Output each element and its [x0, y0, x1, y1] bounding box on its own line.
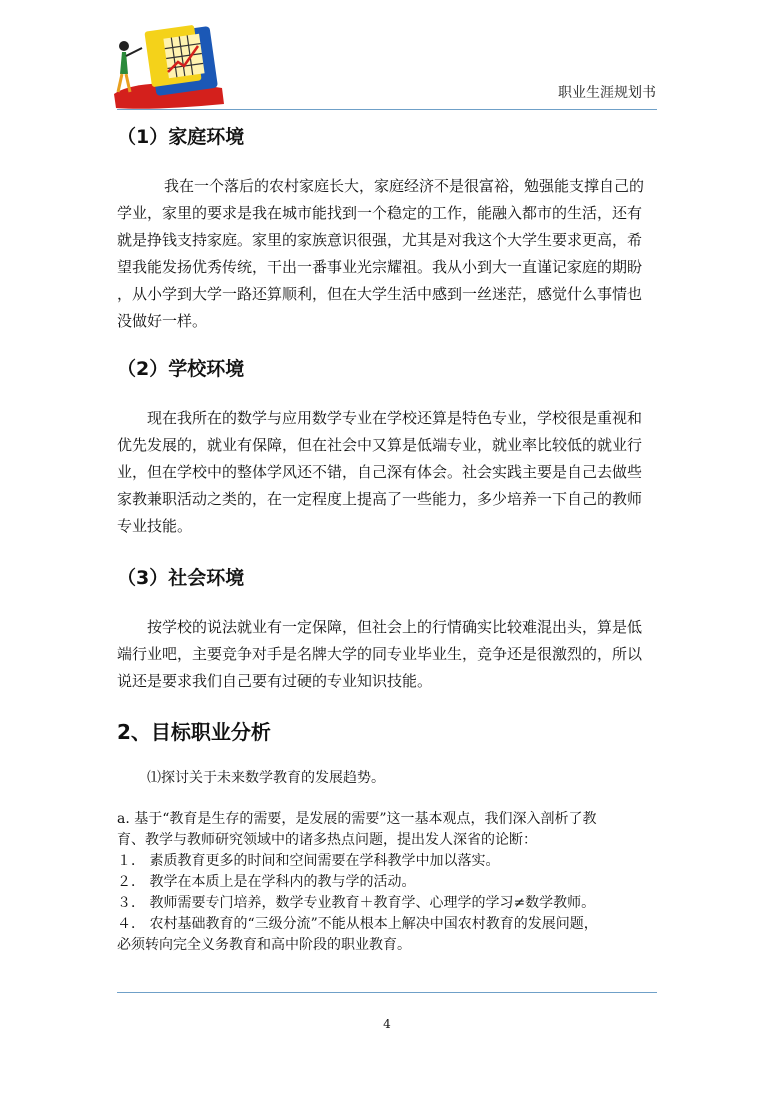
text-line: 家教兼职活动之类的，在一定程度上提高了一些能力，多少培养一下自己的教师	[117, 490, 643, 508]
text-line: 必须转向完全义务教育和高中阶段的职业教育。	[117, 937, 411, 953]
header-rule	[117, 109, 657, 110]
header-title: 职业生涯规划书	[558, 85, 656, 101]
page-number: 4	[383, 1017, 391, 1031]
subsection-title: ⑴探讨关于未来数学教育的发展趋势。	[147, 770, 385, 786]
text-line: 业，但在学校中的整体学风还不错，自己深有体会。社会实践主要是自己去做些	[117, 463, 643, 481]
section-heading-school: （2）学校环境	[117, 358, 245, 380]
paragraph-family	[117, 173, 657, 335]
footer-rule	[117, 992, 657, 993]
section-heading-society: （3）社会环境	[117, 567, 245, 589]
text-line: 优先发展的，就业有保障，但在社会中又算是低端专业，就业率比较低的就业行	[117, 436, 643, 454]
paragraph-school	[117, 405, 657, 540]
text-line: ，从小学到大学一路还算顺利，但在大学生活中感到一丝迷茫，感觉什么事情也	[117, 285, 643, 303]
text-line: 望我能发扬优秀传统，干出一番事业光宗耀祖。我从小到大一直谨记家庭的期盼	[117, 258, 643, 276]
text-line: 我在一个落后的农村家庭长大，家庭经济不是很富裕，勉强能支撑自己的	[164, 177, 645, 195]
list-item: ４． 农村基础教育的“三级分流”不能从根本上解决中国农村教育的发展问题，	[117, 916, 598, 932]
text-line: 现在我所在的数学与应用数学专业在学校还算是特色专业，学校很是重视和	[147, 409, 643, 427]
section-heading-family: （1）家庭环境	[117, 126, 245, 148]
text-line: 说还是要求我们自己要有过硬的专业知识技能。	[117, 672, 433, 690]
paragraph-target	[117, 809, 662, 956]
list-item: ２． 教学在本质上是在学科内的教与学的活动。	[117, 874, 416, 890]
text-line: 按学校的说法就业有一定保障，但社会上的行情确实比较难混出头，算是低	[147, 618, 643, 636]
text-line: 育、教学与教师研究领域中的诸多热点问题，提出发人深省的论断：	[117, 832, 537, 848]
text-line: 端行业吧，主要竞争对手是名牌大学的同专业毕业生，竞争还是很激烈的，所以	[117, 645, 643, 663]
header-logo	[112, 16, 236, 112]
list-item: ３． 教师需要专门培养，数学专业教育＋教育学、心理学的学习≠数学教师。	[117, 895, 596, 911]
text-line: a. 基于“教育是生存的需要，是发展的需要”这一基本观点，我们深入剖析了教	[117, 811, 597, 827]
list-item: １． 素质教育更多的时间和空间需要在学科教学中加以落实。	[117, 853, 500, 869]
text-line: 学业，家里的要求是我在城市能找到一个稳定的工作，能融入都市的生活，还有	[117, 204, 643, 222]
section-heading-target: 2、目标职业分析	[117, 720, 271, 744]
text-line: 专业技能。	[117, 517, 193, 535]
text-line: 就是挣钱支持家庭。家里的家族意识很强，尤其是对我这个大学生要求更高，希	[117, 231, 643, 249]
paragraph-society	[117, 614, 657, 695]
text-line: 没做好一样。	[117, 312, 208, 330]
